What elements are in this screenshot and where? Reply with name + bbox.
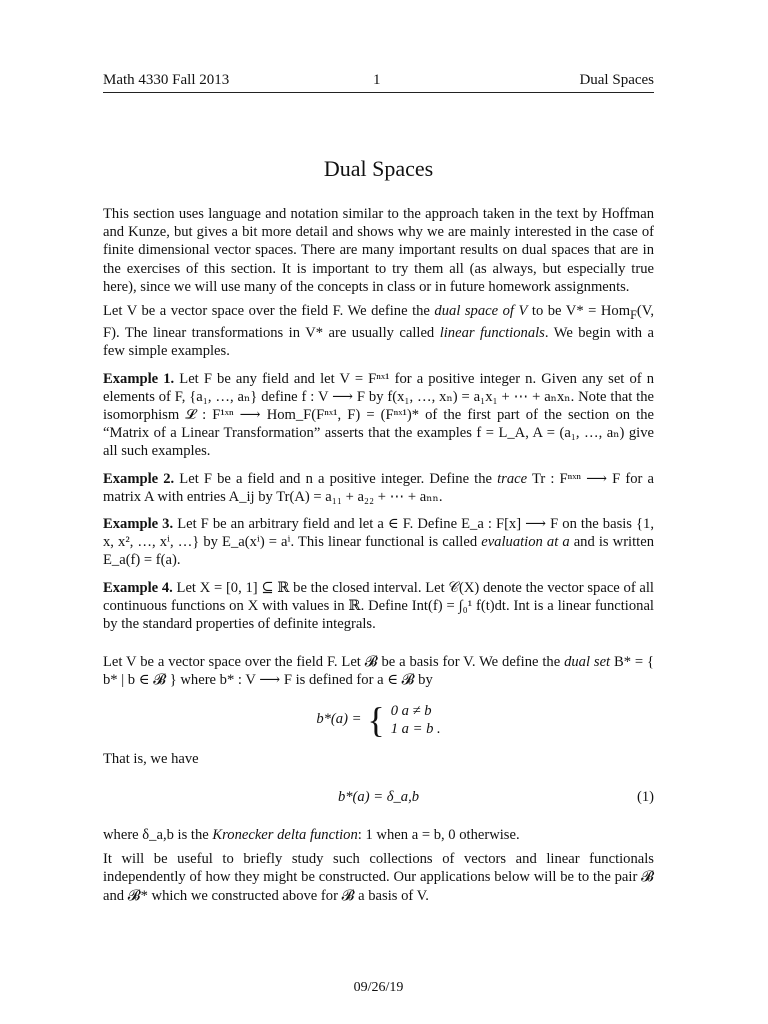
example-label: Example 4. [103, 579, 173, 596]
example-1 [103, 370, 654, 461]
text-run: Let F be a field and n a positive integer. Define the [174, 470, 498, 487]
equation-number: (1) [636, 788, 654, 805]
text-run: Let F be an arbitrary field and let a ∈ F. Define E_a : F[x] ⟶ F on the basis {1, x, x², …, xⁱ, …} by E_a(xⁱ) = aⁱ. This linear functional is called [103, 515, 654, 551]
example-label: Example 2. [103, 470, 175, 487]
that-is-line: That is, we have [103, 750, 199, 767]
page-header [103, 72, 654, 93]
cases-lhs: b*(a) = [316, 711, 362, 728]
intro-paragraph: This section uses language and notation similar to the approach taken in the text by Hoffman and Kunze, but gives a bit more detail and shows why we are mainly interested in the case of finite dimensional vector spaces. There are many important results on dual spaces that are in the exercises of this section. It is important to try them all (as always, but especially true here), since we will use many of the concepts in class or in future homework assignments. [103, 206, 654, 295]
emphasis: trace [497, 470, 528, 487]
emphasis: Kronecker delta function [212, 826, 358, 843]
piecewise-definition [316, 699, 441, 740]
example-text: Let X = [0, 1] ⊆ ℝ be the closed interval. Let 𝒞(X) denote the vector space of all continuous functions on X with values in ℝ. Define Int(f) = ∫₀¹ f(t)dt. Int is a linear functional by the standard properties of definite integrals. [103, 579, 654, 632]
dual-set-definition [103, 653, 654, 689]
case-row: 1 a = b . [390, 720, 441, 737]
text-run: . We begin with a few simple examples. [103, 325, 655, 360]
equation-1 [103, 788, 654, 806]
example-4 [103, 579, 654, 634]
cases-rows [391, 702, 441, 738]
text-run: Tr : Fⁿˣⁿ ⟶ F for a matrix A with entries A_ij by Tr(A) = a₁₁ + a₂₂ + ⋯ + aₙₙ. [103, 470, 654, 505]
example-label: Example 1. [103, 370, 175, 387]
page-footer-date: 09/26/19 [353, 980, 404, 995]
cases-display [103, 699, 654, 740]
text-run: Let V be a vector space over the field F. Let 𝓑 be a basis for V. We define the [103, 654, 565, 671]
section-label: Dual Spaces [579, 72, 654, 88]
subscript: F [630, 307, 637, 322]
text-run: : 1 when a = b, 0 otherwise. [357, 826, 520, 843]
emphasis: linear functionals [439, 325, 545, 342]
text-run: (V, F). The linear transformations in V* are usually called [103, 303, 654, 342]
emphasis: dual set [564, 654, 611, 671]
text-run: B* = { b* | b ∈ 𝓑 } where b* : V ⟶ F is defined for a ∈ 𝓑 by [103, 654, 654, 689]
equation-expression: b*(a) = δ_a,b [337, 788, 420, 805]
kronecker-line [103, 826, 654, 844]
document-body [103, 205, 654, 911]
text-run: to be V* = Hom [527, 303, 631, 320]
text-run: Let V be a vector space over the field F. We define the [103, 303, 435, 320]
page-number: 1 [373, 72, 381, 88]
text-run: and is written E_a(f) = f(a). [103, 534, 654, 569]
text-run: where δ_a,b is the [103, 826, 213, 843]
course-label: Math 4330 Fall 2013 [103, 72, 230, 88]
example-3 [103, 515, 654, 570]
page-title: Dual Spaces [323, 156, 434, 181]
example-text: Let F be any field and let V = Fⁿˣ¹ for a positive integer n. Given any set of n elements of F, {a₁, …, aₙ} define f : V ⟶ F by f(x₁, …, xₙ) = a₁x₁ + ⋯ + aₙxₙ. Note that the isomorphism 𝓛 : F¹ˣⁿ ⟶ Hom_F(Fⁿˣ¹, F) = (Fⁿˣ¹)* of the first part of the section on the “Matrix of a Linear Transformation” asserts that the examples f = L_A, A = (a₁, …, aₙ) give all such examples. [103, 370, 654, 460]
case-row: 0 a ≠ b [390, 702, 432, 719]
closing-paragraph: It will be useful to briefly study such collections of vectors and linear functionals independently of how they might be constructed. Our applications below will be to the pair 𝓑 and 𝓑* which we constructed above for 𝓑 a basis of V. [103, 851, 654, 904]
dual-space-definition [103, 302, 654, 361]
emphasis: evaluation at a [481, 534, 570, 551]
emphasis: dual space of V [434, 303, 528, 320]
example-label: Example 3. [103, 515, 174, 532]
example-2 [103, 470, 654, 506]
left-brace-icon: { [367, 699, 385, 740]
